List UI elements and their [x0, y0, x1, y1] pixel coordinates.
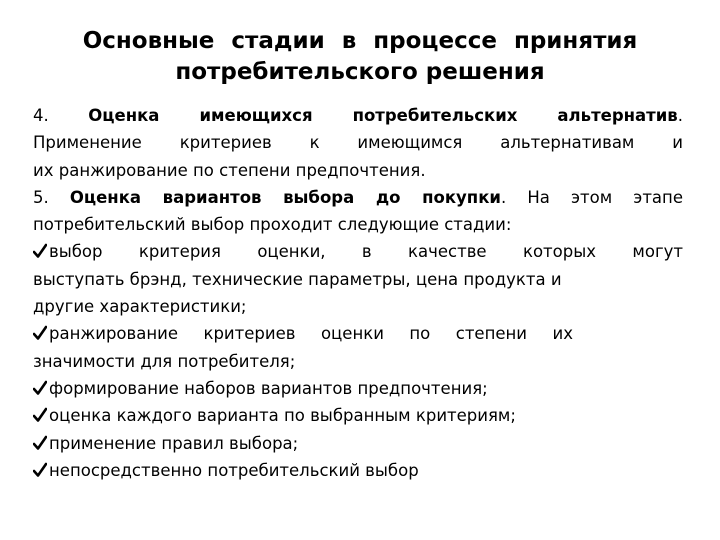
bullet-1-line-2: выступать брэнд, технические параметры, цена продукта и [33, 269, 562, 289]
item-4-heading: Оценка имеющихся потребительских альтернатив [88, 106, 678, 125]
slide-title [20, 26, 700, 88]
bullet-4-text: оценка каждого варианта по выбранным критериям; [49, 406, 516, 426]
checkmark-icon [33, 435, 47, 451]
bullet-5-text: применение правил выбора; [49, 433, 299, 453]
bullet-1-line-1 [33, 238, 683, 265]
slide-body [33, 102, 683, 484]
bullet-3 [33, 375, 683, 402]
bullet-1-text: выбор критерия оценки, в качестве которых могут [49, 242, 683, 262]
bullet-3-text: формирование наборов вариантов предпочтения; [49, 378, 488, 398]
item-4-number: 4. [33, 106, 49, 125]
bullet-6-text: непосредственно потребительский выбор [49, 460, 419, 480]
checkmark-icon [33, 407, 47, 423]
title-line-2: потребительского решения [175, 59, 545, 85]
item-4-text-line-1: Применение критериев к имеющимся альтернативам и [33, 133, 683, 153]
item-5-heading: Оценка вариантов выбора до покупки [69, 187, 501, 207]
item-4-heading-line [33, 102, 683, 129]
title-line-1: Основные стадии в процессе принятия [82, 28, 638, 54]
bullet-2-line-1 [33, 320, 573, 347]
bullet-2-text: ранжирование критериев оценки по степени их [49, 324, 573, 344]
item-4-text-line-2: их ранжирование по степени предпочтения. [33, 160, 426, 180]
checkmark-icon [33, 462, 47, 478]
checkmark-icon [33, 243, 47, 259]
bullet-5 [33, 430, 683, 457]
checkmark-icon [33, 325, 47, 341]
bullet-2-line-2: значимости для потребителя; [33, 351, 296, 371]
bullet-4 [33, 402, 683, 429]
item-5-text-1: . На этом этапе [500, 187, 683, 207]
item-5-heading-line [33, 184, 683, 211]
bullet-6 [33, 457, 683, 484]
checkmark-icon [33, 380, 47, 396]
item-5-text-line-2: потребительский выбор проходит следующие стадии: [33, 215, 512, 235]
item-4-period: . [677, 106, 683, 125]
item-5-number: 5. [33, 187, 49, 207]
bullet-1-line-3: другие характеристики; [33, 297, 247, 317]
